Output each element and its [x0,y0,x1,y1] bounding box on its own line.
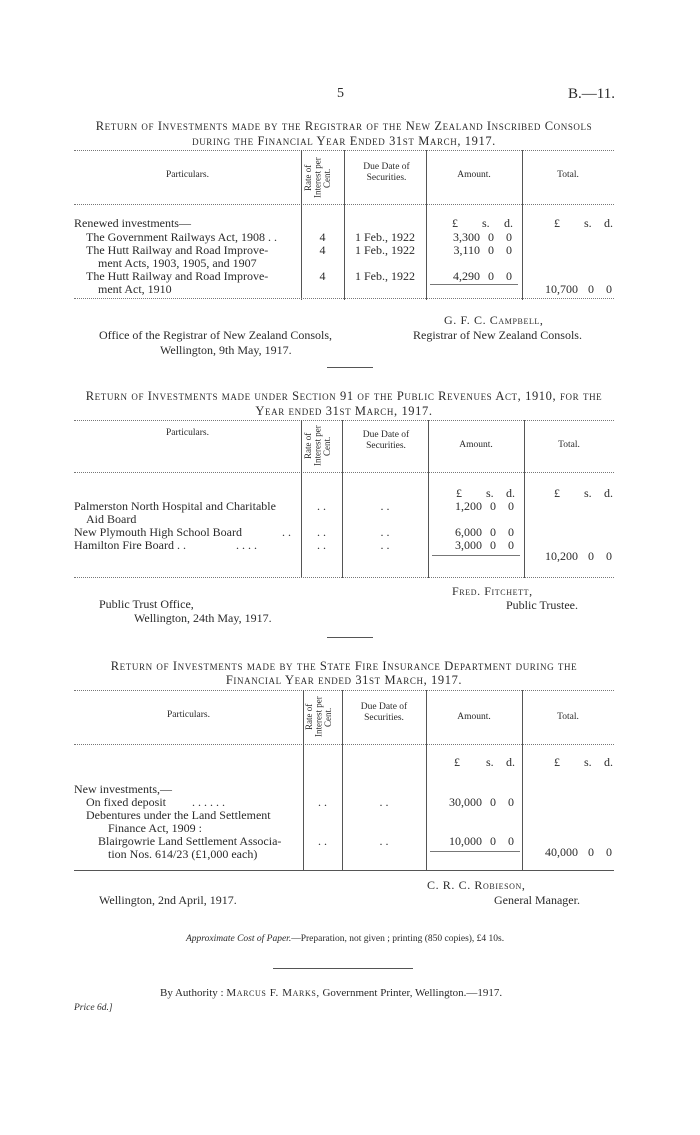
cost-of-paper-note [186,934,504,944]
table2-total-shillings: 0 [588,549,594,563]
table-row-continuation: Finance Act, 1909 : [108,821,202,835]
table2-total-pence: 0 [606,549,612,563]
table1-row3-shillings: 0 [488,269,494,283]
table1-title-line2: during the Financial Year Ended 31st March, 1917. [192,134,496,148]
authority-name: Marcus F. Marks, [226,987,320,999]
table-row: On fixed deposit [86,795,166,809]
table-row-continuation: ment Acts, 1903, 1905, and 1907 [98,256,257,270]
table3-header-rate: Rate of Interest per Cent. [304,696,333,738]
table1-total-pounds: 10,700 [545,282,578,296]
table2-row2-leader: . . [282,525,291,539]
table3-row1-pounds: 30,000 [449,795,482,809]
authority-prefix: By Authority : [160,987,224,999]
table-row: Hamilton Fire Board . . [74,538,186,552]
table3-amount-d: d. [506,755,515,769]
cost-of-paper-text: —Preparation, not given ; printing (850 copies), £4 10s. [291,934,505,944]
table2-row1-pence: 0 [508,499,514,513]
table-row: The Hutt Railway and Road Improve- [86,269,269,283]
table2-row3-leader: . . . . [236,538,257,552]
section-divider [327,367,373,368]
table2-total-pound: £ [554,486,560,500]
table2-header-amount: Amount. [459,440,493,450]
table2-total-d: d. [604,486,613,500]
table2-total-pounds: 10,200 [545,549,578,563]
table1-row2-pence: 0 [506,243,512,257]
table3-row1-rate: . . [318,795,327,809]
table2-row1-due: . . [380,499,390,513]
table1-header-particulars: Particulars. [165,170,209,180]
table2-row3-rate: . . [317,538,326,552]
table1-row3-pounds: 4,290 [453,269,480,283]
table1-row1-pence: 0 [506,230,512,244]
table1-row2-shillings: 0 [488,243,494,257]
table1-header-total: Total. [557,170,579,180]
table3-total-d: d. [604,755,613,769]
section-divider [327,637,373,638]
table-row-continuation: tion Nos. 614/23 (£1,000 each) [108,847,258,861]
table2-header-particulars: Particulars. [165,428,209,438]
table2-header-rate: Rate of Interest per Cent. [303,425,332,467]
table2-amount-s: s. [486,486,494,500]
table2-row1-rate: . . [317,499,326,513]
table1-total-pence: 0 [606,282,612,296]
table2-row2-rate: . . [317,525,326,539]
table2-total-s: s. [584,486,592,500]
table1-header-due-date: Due Date of Securities. [363,162,410,183]
table1-row2-due: 1 Feb., 1922 [355,243,415,257]
table2-amount-pound: £ [456,486,462,500]
table3-total-pound: £ [554,755,560,769]
table1-row1-shillings: 0 [488,230,494,244]
table1-row3-rate: 4 [319,269,326,283]
table2 [74,420,614,580]
table2-row1-pounds: 1,200 [455,499,482,513]
table-row: The Government Railways Act, 1908 . . [86,230,277,244]
authority-rest: Government Printer, Wellington.—1917. [322,987,503,999]
table-row: The Hutt Railway and Road Improve- [86,243,269,257]
table3-total-s: s. [584,755,592,769]
table1-row1-rate: 4 [319,230,326,244]
table3-row3-pence: 0 [508,834,514,848]
table3-total-pounds: 40,000 [545,845,578,859]
table3-row3-rate: . . [318,834,327,848]
table-row: Palmerston North Hospital and Charitable [74,499,276,513]
table2-office-line1: Public Trust Office, [99,597,194,611]
table1-office-line1: Office of the Registrar of New Zealand Consols, [99,328,333,342]
table1-title-line1: Return of Investments made by the Registrar of the New Zealand Inscribed Consols [95,119,593,133]
table2-row2-pounds: 6,000 [455,525,482,539]
cost-of-paper-label: Approximate Cost of Paper. [186,934,292,944]
table-row: Blairgowrie Land Settlement Associa- [98,834,282,848]
table3-total-shillings: 0 [588,845,594,859]
table1 [74,150,614,300]
table2-header-due-date: Due Date of Securities. [362,430,410,451]
table1-header-rate: Rate of Interest per Cent. [303,157,332,199]
table1-amount-pound: £ [452,216,458,230]
table1-signer: G. F. C. Campbell, [444,313,544,327]
table-row-continuation: Aid Board [86,512,137,526]
table2-title-line1: Return of Investments made under Section 91 of the Public Revenues Act, 1910, for the [85,389,603,403]
table3-intro: New investments,— [74,782,172,796]
table2-row1-shillings: 0 [490,499,496,513]
table1-total-d: d. [604,216,613,230]
page-number: 5 [337,86,344,101]
table1-signer-title: Registrar of New Zealand Consols. [413,328,582,342]
table2-row3-pounds: 3,000 [455,538,482,552]
table2-row2-shillings: 0 [490,525,496,539]
table1-row3-pence: 0 [506,269,512,283]
table1-row1-due: 1 Feb., 1922 [355,230,415,244]
table2-amount-d: d. [506,486,515,500]
table3-row3-shillings: 0 [490,834,496,848]
table2-row3-shillings: 0 [490,538,496,552]
table3-row3-pounds: 10,000 [449,834,482,848]
table2-signer-title: Public Trustee. [506,598,579,612]
table3-title-line1: Return of Investments made by the State Fire Insurance Department during the [110,659,578,673]
table1-total-s: s. [584,216,592,230]
table3-amount-s: s. [486,755,494,769]
table1-row2-pounds: 3,110 [453,243,480,257]
table3-row1-leader: . . . . . . [192,795,225,809]
table3-row1-due: . . [379,795,389,809]
table2-office-line2: Wellington, 24th May, 1917. [134,611,272,625]
table2-row2-due: . . [380,525,390,539]
table3-row1-shillings: 0 [490,795,496,809]
footer-rule [273,968,413,969]
table3-header-particulars: Particulars. [166,710,210,720]
authority-line [160,987,502,999]
table3-amount-pound: £ [454,755,460,769]
table3-header-due-date: Due Date of Securities. [360,702,408,723]
table3-row3-due: . . [379,834,389,848]
document-reference: B.—11. [568,86,615,102]
table3-row1-pence: 0 [508,795,514,809]
table2-header-total: Total. [558,440,580,450]
table2-row3-due: . . [380,538,390,552]
table3-header-amount: Amount. [457,712,491,722]
table3 [74,690,614,872]
table1-total-pound: £ [554,216,560,230]
table2-title-line2: Year ended 31st March, 1917. [255,404,433,418]
table1-row3-due: 1 Feb., 1922 [355,269,415,283]
table1-office-line2: Wellington, 9th May, 1917. [160,343,292,357]
table-row: Debentures under the Land Settlement [86,808,271,822]
table3-header-total: Total. [557,712,579,722]
table1-intro: Renewed investments— [74,216,191,230]
table-row-continuation: ment Act, 1910 [98,282,172,296]
table-row: New Plymouth High School Board [74,525,242,539]
table2-row2-pence: 0 [508,525,514,539]
table1-header-amount: Amount. [457,170,491,180]
table1-amount-d: d. [504,216,513,230]
table3-title-line2: Financial Year ended 31st March, 1917. [225,673,463,687]
table1-row2-rate: 4 [319,243,326,257]
table3-signer-title: General Manager. [494,893,580,907]
table3-signer: C. R. C. Robieson, [427,878,526,892]
table1-amount-s: s. [482,216,490,230]
table1-total-shillings: 0 [588,282,594,296]
table2-signer: Fred. Fitchett, [452,584,533,598]
price-note: Price 6d.] [74,1003,113,1013]
table3-office-line1: Wellington, 2nd April, 1917. [99,893,237,907]
table2-row3-pence: 0 [508,538,514,552]
table1-row1-pounds: 3,300 [453,230,480,244]
table3-total-pence: 0 [606,845,612,859]
